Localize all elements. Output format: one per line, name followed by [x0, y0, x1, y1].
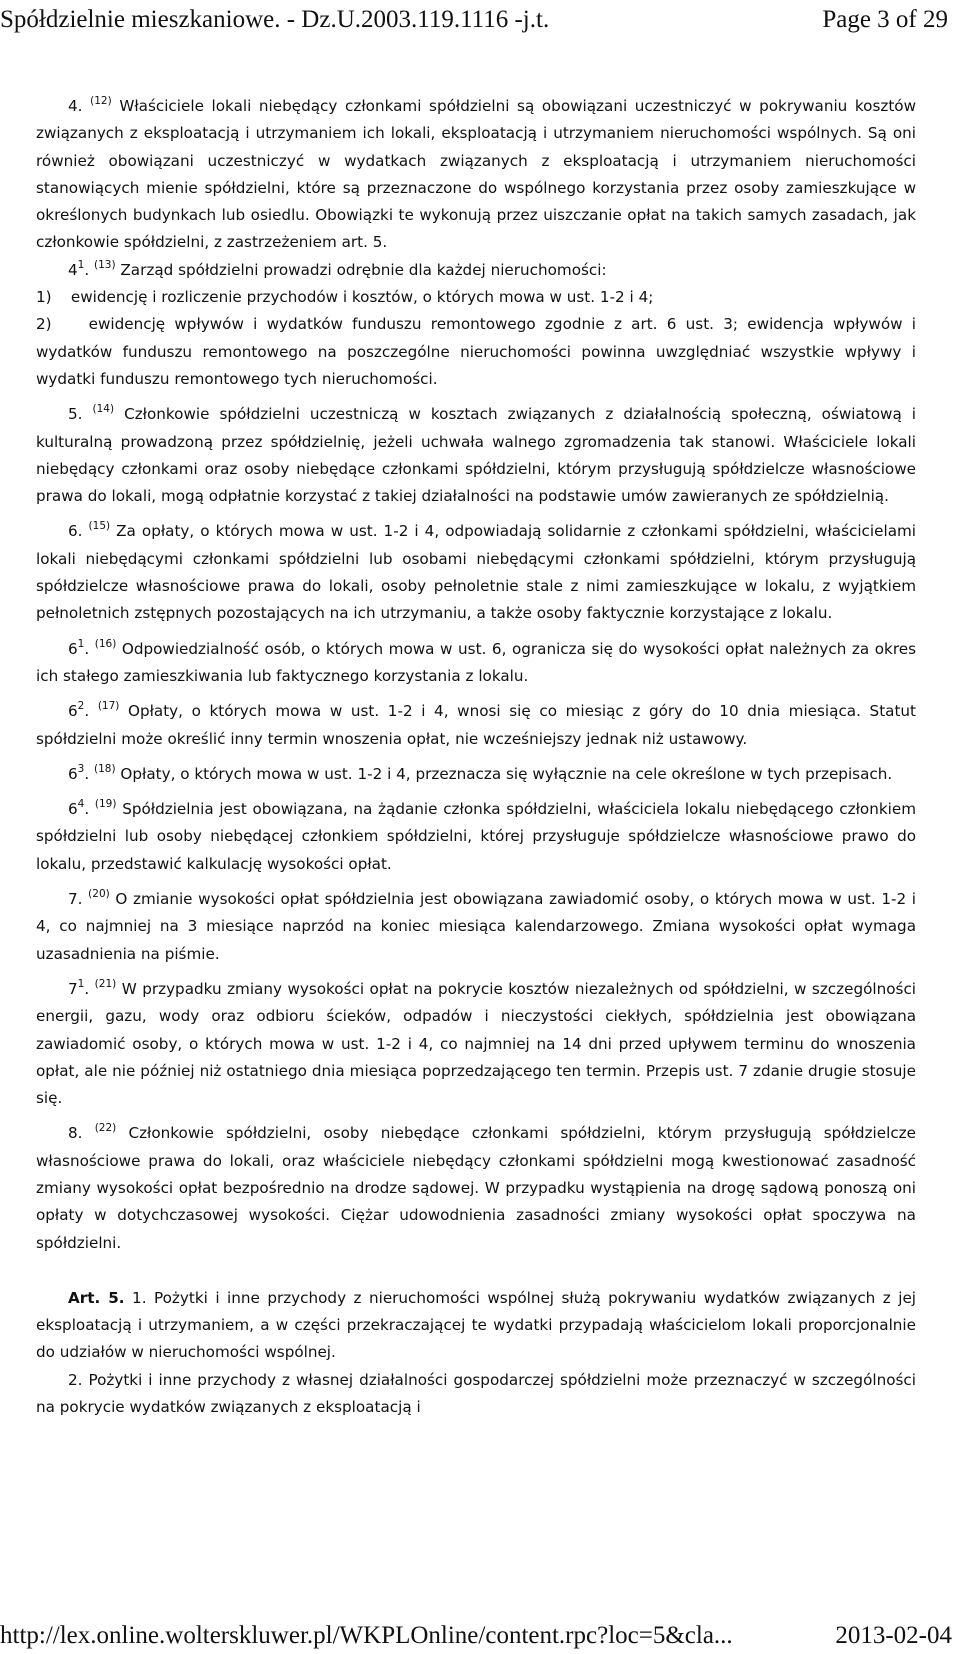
paragraph-6-4: $6^4$. $^{(19)}$ Spółdzielnia jest obowiązana, na żądanie członka spółdzielni, właściciela lokalu niebędącego członkiem spółdzielni lub osoby niebędącej członkiem spółdzielni, której przysługuje spółdzielcze własnościowe prawo do lokalu, przedstawić kalkulację wysokości opłat.: [36, 798, 917, 873]
document-title: Spółdzielnie mieszkaniowe. - Dz.U.2003.119.1116 -j.t.: [0, 6, 550, 33]
paragraph-8: 8. $^{(22)}$ Członkowie spółdzielni, osoby niebędące członkami spółdzielni, którym przysługują spółdzielcze własnościowe prawa do lokali, oraz właściciele niebędący członkami spółdzielni mogą kwestionować zasadność zmiany wysokości opłat bezpośrednio na drodze sądowej. W przypadku wystąpienia na drogę sądową ponoszą oni opłaty w dotychczasowej wysokości. Ciężar udowodnienia zasadności zmiany wysokości opłat spoczywa na spółdzielni.: [36, 1122, 916, 1252]
footnote-ref[interactable]: (21): [94, 977, 117, 990]
footnote-ref[interactable]: (17): [97, 700, 120, 713]
paragraph-5: 5. $^{(14)}$ Członkowie spółdzielni uczestniczą w kosztach związanych z działalnością społeczną, oświatową i kulturalną prowadzoną przez spółdzielnię, jeżeli uchwała walnego zgromadzenia tak stanowi. Właściciele lokali niebędący członkami oraz osoby niebędące członkami spółdzielni, którym przysługują spółdzielcze własnościowe prawa do lokali, mogą odpłatnie korzystać z takiej działalności na podstawie umów zawieranych ze spółdzielnią.: [36, 403, 917, 506]
article-5-paragraph-1: Art. 5. 1. Pożytki i inne przychody z nieruchomości wspólnej służą pokrywaniu wydatków związanych z jej eksploatacją i utrzymaniem, a w części przekraczającej te wydatki przypadają właścicielom lokali proporcjonalnie do udziałów w nieruchomości wspólnej.: [36, 1288, 917, 1362]
footnote-ref[interactable]: (13): [94, 258, 116, 271]
document-body: [36, 93, 916, 1421]
article-heading: Art. 5.: [68, 1288, 125, 1307]
paragraph-4-1: $4^1$. $^{(13)}$ Zarząd spółdzielni prowadzi odrębnie dla każdej nieruchomości:: [68, 258, 607, 279]
paragraph-7-1: $7^1$. $^{(21)}$ W przypadku zmiany wysokości opłat na pokrycie kosztów niezależnych od spółdzielni, w szczególności energii, gazu, wody oraz odbioru ścieków, odpadów i nieczystości ciekłych, spółdzielnia jest obowiązana zawiadomić osoby, o których mowa w ust. 1-2 i 4, co najmniej na 14 dni przed upływem terminu do wnoszenia opłat, ale nie później niż ostatniego dnia miesiąca poprzedzającego ten termin. Przepis ust. 7 zdanie drugie stosuje się.: [36, 977, 917, 1108]
page-footer: [0, 1618, 960, 1654]
article-5-paragraph-2: 2. Pożytki i inne przychody z własnej działalności gospodarczej spółdzielni może przeznaczyć w szczególności na pokrycie wydatków związanych z eksploatacją i: [36, 1370, 916, 1417]
footnote-ref[interactable]: (20): [88, 888, 110, 901]
paragraph-6-1: $6^1$. $^{(16)}$ Odpowiedzialność osób, o których mowa w ust. 6, ogranicza się do wysokości opłat należnych za okres ich stałego zamieszkiwania lub faktycznego korzystania z lokalu.: [36, 637, 916, 685]
paragraph-6: 6. $^{(15)}$ Za opłaty, o których mowa w ust. 1-2 i 4, odpowiadają solidarnie z członkami spółdzielni, właścicielami lokali niebędącymi członkami spółdzielni lub osobami niebędącymi członkami spółdzielni, którym przysługują spółdzielcze własnościowe prawa do lokali, osoby pełnoletnie stale z nimi zamieszkujące w lokalu, z wyjątkiem pełnoletnich zstępnych pozostających na ich utrzymaniu, a także osoby faktycznie korzystające z lokalu.: [36, 520, 917, 623]
footnote-ref[interactable]: (19): [94, 798, 117, 811]
footnote-ref[interactable]: (15): [88, 520, 111, 533]
footnote-ref[interactable]: (22): [94, 1122, 117, 1135]
list-item: 2) ewidencję wpływów i wydatków funduszu remontowego zgodnie z art. 6 ust. 3; ewidencja wpływów i wydatków funduszu remontowego na poszczególne nieruchomości powinna uwzględniać wszystkie wpływy i wydatki funduszu remontowego tych nieruchomości.: [36, 315, 917, 388]
paragraph-6-3: $6^3$. $^{(18)}$ Opłaty, o których mowa w ust. 1-2 i 4, przeznacza się wyłącznie na cele określone w tych przepisach.: [68, 762, 893, 783]
source-url[interactable]: http://lex.online.wolterskluwer.pl/WKPLOnline/content.rpc?loc=5&cla...: [0, 1622, 733, 1649]
footnote-ref[interactable]: (12): [90, 95, 112, 107]
paragraph-4: 4. $^{(12)}$ Właściciele lokali niebędący członkami spółdzielni są obowiązani uczestniczyć w pokrywaniu kosztów związanych z eksploatacją i utrzymaniem ich lokali, eksploatacją i utrzymaniem nieruchomości wspólnych. Są oni również obowiązani uczestniczyć w wydatkach związanych z eksploatacją i utrzymaniem nieruchomości stanowiących mienie spółdzielni, które są przeznaczone do wspólnego korzystania przez osoby zamieszkujące w określonych budynkach lub osiedlu. Obowiązki te wykonują przez uiszczanie opłat na takich samych zasadach, jak członkowie spółdzielni, z zastrzeżeniem art. 5.: [36, 95, 917, 252]
footnote-ref[interactable]: (14): [92, 403, 115, 416]
page-number: Page 3 of 29: [822, 6, 948, 33]
paragraph-7: 7. $^{(20)}$ O zmianie wysokości opłat spółdzielnia jest obowiązana zawiadomić osoby, o których mowa w ust. 1-2 i 4, co najmniej na 3 miesiące naprzód na koniec miesiąca kalendarzowego. Zmiana wysokości opłat wymaga uzasadnienia na piśmie.: [36, 888, 917, 963]
page-header: [0, 0, 960, 40]
footnote-ref[interactable]: (16): [94, 637, 117, 650]
footnote-ref[interactable]: (18): [94, 762, 116, 775]
print-date: 2013-02-04: [835, 1622, 952, 1649]
list-item: 1) ewidencję i rozliczenie przychodów i kosztów, o których mowa w ust. 1-2 i 4;: [36, 288, 654, 307]
paragraph-6-2: $6^2$. $^{(17)}$ Opłaty, o których mowa w ust. 1-2 i 4, wnosi się co miesiąc z góry do 10 dnia miesiąca. Statut spółdzielni może określić inny termin wnoszenia opłat, nie wcześniejszy jednak niż ustawowy.: [36, 700, 916, 748]
